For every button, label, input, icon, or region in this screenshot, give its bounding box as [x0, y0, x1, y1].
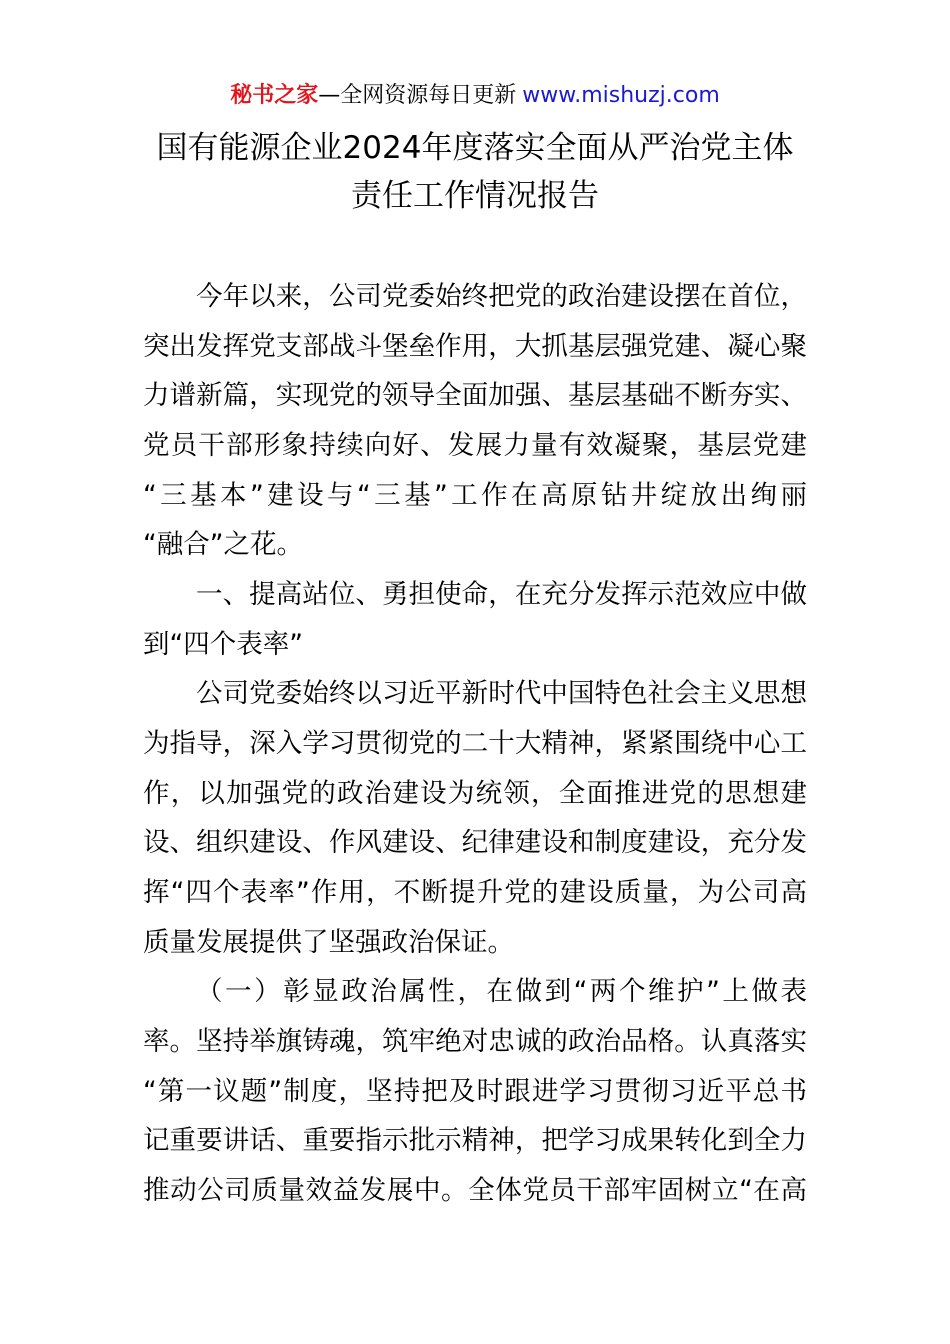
site-brand: 秘书之家 — [230, 83, 319, 108]
text-line: 一、提高站位、勇担使命，在充分发挥示范效应中做 — [196, 578, 807, 610]
text-line: 力谱新篇，实现党的领导全面加强、基层基础不断夯实、 — [143, 380, 807, 412]
text-line: 挥“四个表率”作用，不断提升党的建设质量，为公司高 — [143, 876, 807, 908]
text-line: 设、组织建设、作风建设、纪律建设和制度建设，充分发 — [143, 827, 807, 859]
site-banner — [0, 80, 950, 112]
document-title-line-2: 责任工作情况报告 — [351, 178, 599, 214]
text-line: 党员干部形象持续向好、发展力量有效凝聚，基层党建 — [143, 429, 807, 461]
text-line: 到“四个表率” — [143, 628, 303, 660]
text-line: 质量发展提供了坚强政治保证。 — [143, 926, 514, 958]
document-title — [100, 124, 850, 220]
text-line: 率。坚持举旗铸魂，筑牢绝对忠诚的政治品格。认真落实 — [143, 1025, 807, 1057]
text-line: “融合”之花。 — [143, 529, 303, 561]
paragraph-intro — [143, 272, 807, 570]
paragraph-subsection-1 — [143, 967, 807, 1215]
document-title-line-1: 国有能源企业2024年度落实全面从严治党主体 — [156, 130, 794, 166]
text-line: 今年以来，公司党委始终把党的政治建设摆在首位， — [196, 281, 807, 312]
text-line: 记重要讲话、重要指示批示精神，把学习成果转化到全力 — [143, 1125, 807, 1157]
text-line: 突出发挥党支部战斗堡垒作用，大抓基层强党建、凝心聚 — [143, 330, 807, 362]
text-line: 为指导，深入学习贯彻党的二十大精神，紧紧围绕中心工 — [143, 727, 807, 759]
text-line: 推动公司质量效益发展中。全体党员干部牢固树立“在高 — [143, 1174, 807, 1206]
document-body — [143, 272, 807, 1215]
section-heading-1 — [143, 570, 807, 669]
text-line: “三基本”建设与“三基”工作在高原钻井绽放出绚丽 — [143, 479, 807, 511]
text-line: “第一议题”制度，坚持把及时跟进学习贯彻习近平总书 — [143, 1075, 807, 1107]
text-line: 作，以加强党的政治建设为统领，全面推进党的思想建 — [143, 777, 807, 809]
site-url: www.mishuzj.com — [522, 83, 720, 108]
text-line: （一）彰显政治属性，在做到“两个维护”上做表 — [196, 976, 807, 1008]
site-tagline: —全网资源每日更新 — [318, 83, 517, 108]
paragraph-section-1 — [143, 669, 807, 967]
text-line: 公司党委始终以习近平新时代中国特色社会主义思想 — [196, 678, 807, 710]
